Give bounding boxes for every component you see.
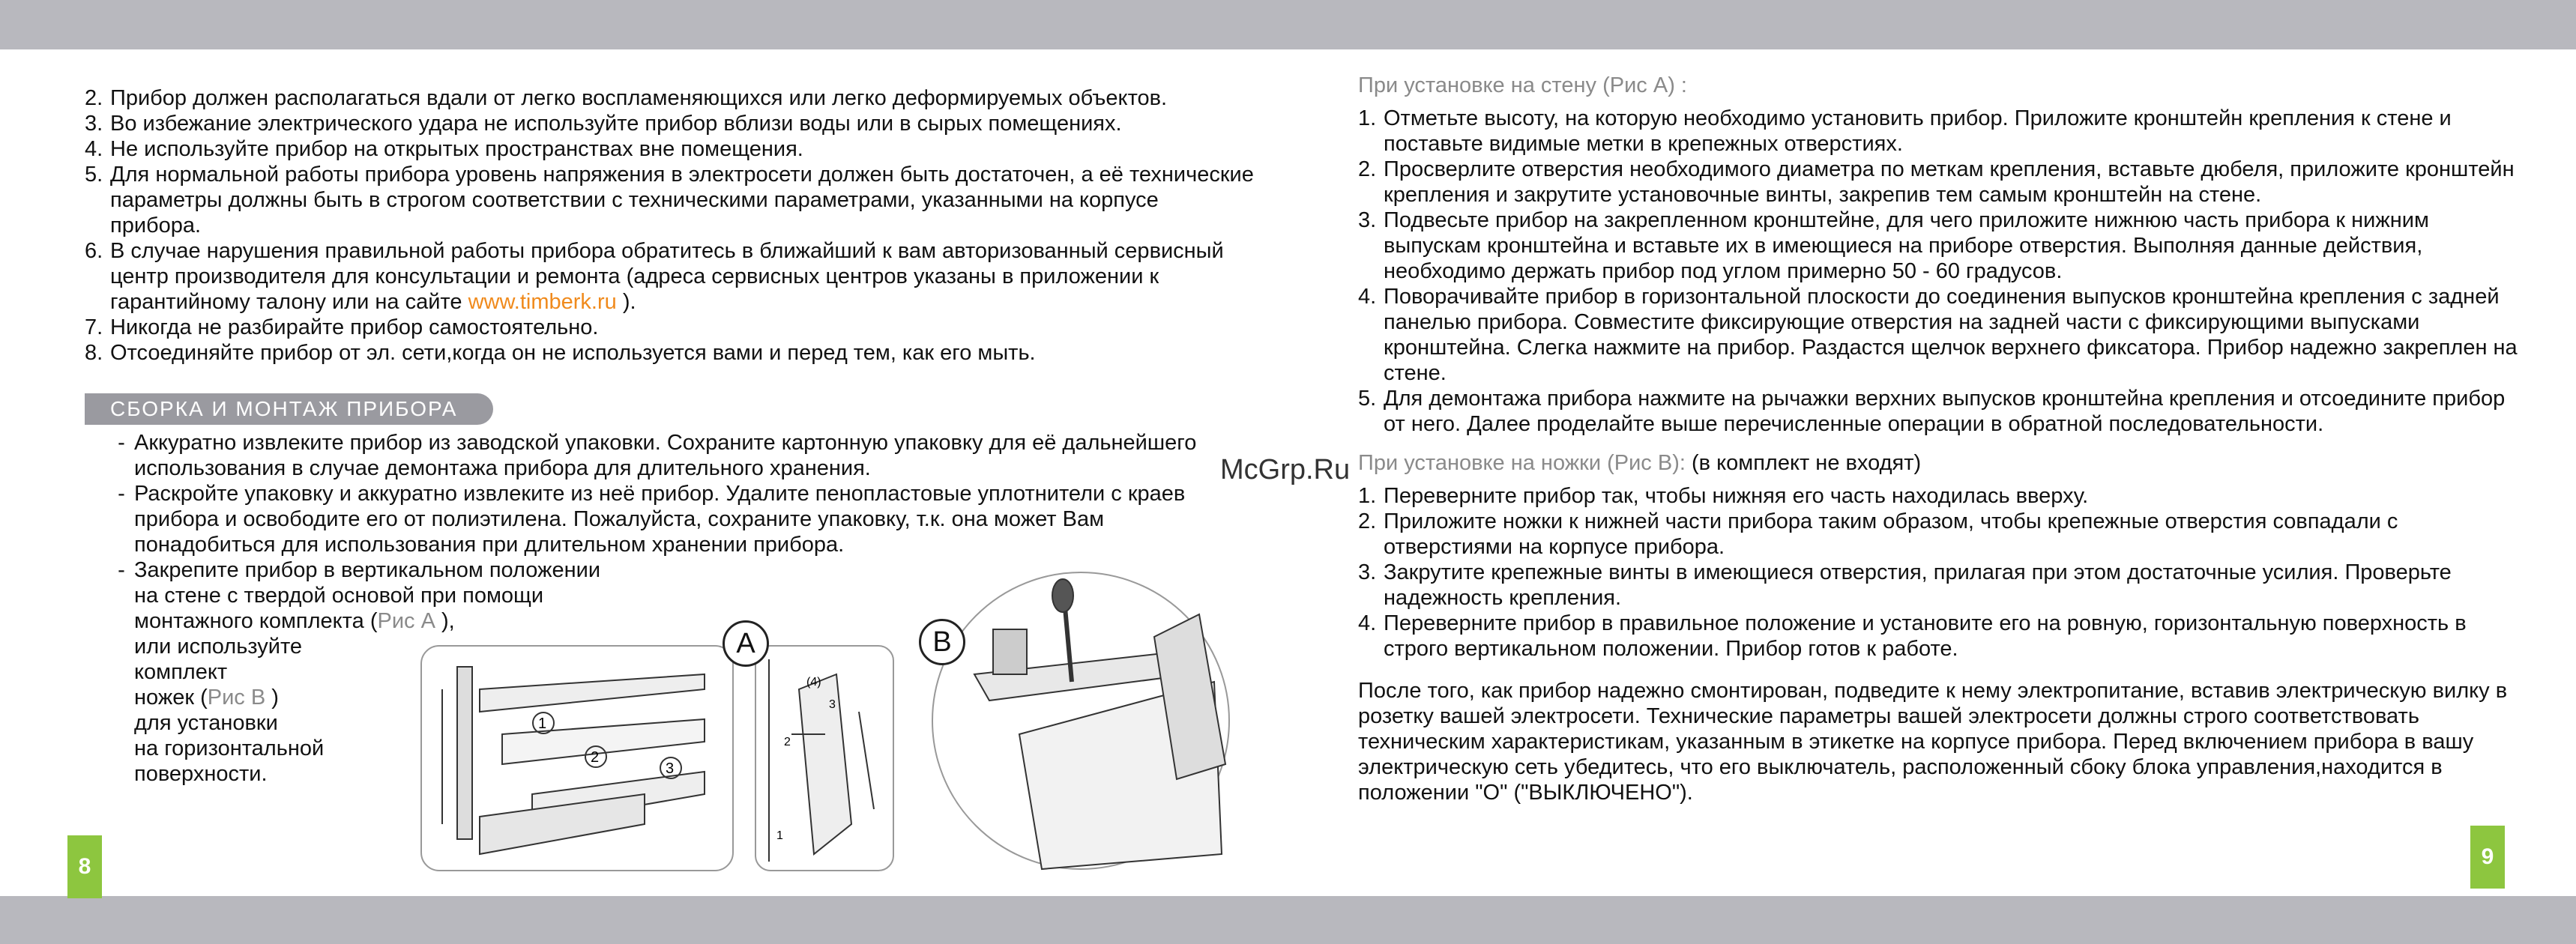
list-item: - Аккуратно извлеките прибор из заводской упаковки. Сохраните картонную упаковку для её дальнейшего использования в случае демонтажа прибора для длительного хранения. bbox=[118, 431, 1197, 480]
list-item: 2. Прибор должен располагаться вдали от легко воспламеняющихся или легко деформируемых объектов. bbox=[85, 86, 1168, 110]
list-item: 7. Никогда не разбирайте прибор самостоятельно. bbox=[85, 315, 599, 339]
ref-fig-a: Рис А bbox=[377, 609, 435, 633]
legs-install-heading: При установке на ножки (Рис В): (в комплект не входят) bbox=[1358, 451, 1922, 475]
watermark: McGrp.Ru bbox=[1220, 454, 1351, 485]
list-item: 6. В случае нарушения правильной работы прибора обратитесь в ближайший к вам авторизованный сервисный центр производителя для консультации и ремонта (адреса сервисных центров указаны в приложении к гарантийному талону или на сайте www.timberk.ru ). bbox=[85, 239, 1224, 314]
figure-b-legs-diagram bbox=[929, 569, 1233, 873]
list-item: - Раскройте упаковку и аккуратно извлеките из неё прибор. Удалите пенопластовые уплотнители с краев прибора и освободите его от полиэтилена. Пожалуйста, сохраните упаковку, т.к. она может Вам понадобиться для использования при длительном хранении прибора. bbox=[118, 482, 1186, 557]
callout-2: 2 bbox=[591, 749, 600, 766]
website-link[interactable]: www.timberk.ru bbox=[468, 290, 617, 314]
list-item: 3. Закрутите крепежные винты в имеющиеся отверстия, прилагая при этом достаточные усилия. Проверьте надежность крепления. bbox=[1358, 560, 2452, 610]
callout-1: 1 bbox=[538, 715, 547, 732]
callout-2b: 2 bbox=[784, 736, 791, 748]
figure-a-label: A bbox=[723, 620, 769, 667]
list-item: 3. Во избежание электрического удара не используйте прибор вблизи воды или в сырых помещениях. bbox=[85, 112, 1122, 136]
ref-fig-b: Рис В bbox=[207, 686, 266, 709]
list-item: 8. Отсоединяйте прибор от эл. сети,когда он не используется вами и перед тем, как его мыть. bbox=[85, 341, 1036, 365]
figure-a-wall-mount-diagram bbox=[420, 644, 735, 873]
final-paragraph: После того, как прибор надежно смонтирован, подведите к нему электропитание, вставив электрическую вилку в розетку вашей электросети. Технические параметры вашей электросети должны строго соответствовать техническим характеристикам, указанным в этикетке на корпусе прибора. Перед включением прибора в вашу электрическую сеть убедитесь, что его выключатель, расположенный сбоку блока управления,находится в положении "О" ("ВЫКЛЮЧЕНО"). bbox=[1358, 679, 2508, 805]
list-item: 4. Поворачивайте прибор в горизонтальной плоскости до соединения выпусков кронштейна крепления с задней панелью прибора. Совместите фиксирующие отверстия на задней части с фиксирующими выпусками кронштейна. Слегка нажмите на прибор. Раздастся щелчок верхнего фиксатора. Прибор надежно закреплен на стене. bbox=[1358, 285, 2518, 385]
list-item: 1. Отметьте высоту, на которую необходимо установить прибор. Приложите кронштейн крепления к стене и поставьте видимые метки в крепежных отверстиях. bbox=[1358, 106, 2452, 156]
wall-install-section bbox=[1358, 73, 2527, 805]
assembly-heading: СБОРКА И МОНТАЖ ПРИБОРА bbox=[85, 393, 493, 425]
figure-a-hang-diagram bbox=[754, 644, 895, 873]
wall-install-heading: При установке на стену (Рис А) : bbox=[1358, 73, 1687, 97]
callout-3b: 3 bbox=[829, 698, 836, 711]
list-item: 4. Не используйте прибор на открытых пространствах вне помещения. bbox=[85, 137, 803, 161]
list-item: 1. Переверните прибор так, чтобы нижняя его часть находилась вверху. bbox=[1358, 484, 2089, 508]
top-band bbox=[0, 0, 2576, 49]
page-number-left: 8 bbox=[67, 835, 102, 898]
bottom-band bbox=[0, 896, 2576, 944]
callout-3: 3 bbox=[666, 760, 675, 777]
safety-list bbox=[85, 85, 1254, 366]
list-item: 5. Для демонтажа прибора нажмите на рычажки верхних выпусков кронштейна крепления и отсоедините прибор от него. Далее проделайте выше перечисленные операции в обратной последовательности. bbox=[1358, 387, 2506, 436]
figure-b-label: B bbox=[919, 619, 965, 665]
callout-1b: 1 bbox=[776, 829, 783, 842]
callout-4: (4) bbox=[806, 676, 821, 689]
list-item: 2. Приложите ножки к нижней части прибора таким образом, чтобы крепежные отверстия совпадали с отверстиями на корпусе прибора. bbox=[1358, 509, 2398, 559]
list-item: 2. Просверлите отверстия необходимого диаметра по меткам крепления, вставьте дюбеля, приложите кронштейн крепления и закрутите установочные винты, закрепив тем самым кронштейн на стене. bbox=[1358, 157, 2515, 207]
list-item: 4. Переверните прибор в правильное положение и установите его на ровную, горизонтальную поверхность в строго вертикальном положении. Прибор готов к работе. bbox=[1358, 611, 2467, 661]
page-number-right: 9 bbox=[2470, 826, 2505, 889]
list-item: - Закрепите прибор в вертикальном положении на стене с твердой основой при помощи монтажного комплекта (Рис А ), или используйте комплект ножек (Рис В ) для установки на горизонтальной поверхности. bbox=[118, 558, 601, 786]
list-item: 5. Для нормальной работы прибора уровень напряжения в электросети должен быть достаточен, а её технические параметры должны быть в строгом соответствии с техническими параметрами, указанными на корпусе прибора. bbox=[85, 163, 1254, 237]
list-item: 3. Подвесьте прибор на закрепленном кронштейне, для чего приложите нижнюю часть прибора к нижним выпускам кронштейна и вставьте их в имеющиеся на приборе отверстия. Выполняя данные действия, необходимо держать прибор под углом примерно 50 - 60 градусов. bbox=[1358, 208, 2429, 283]
